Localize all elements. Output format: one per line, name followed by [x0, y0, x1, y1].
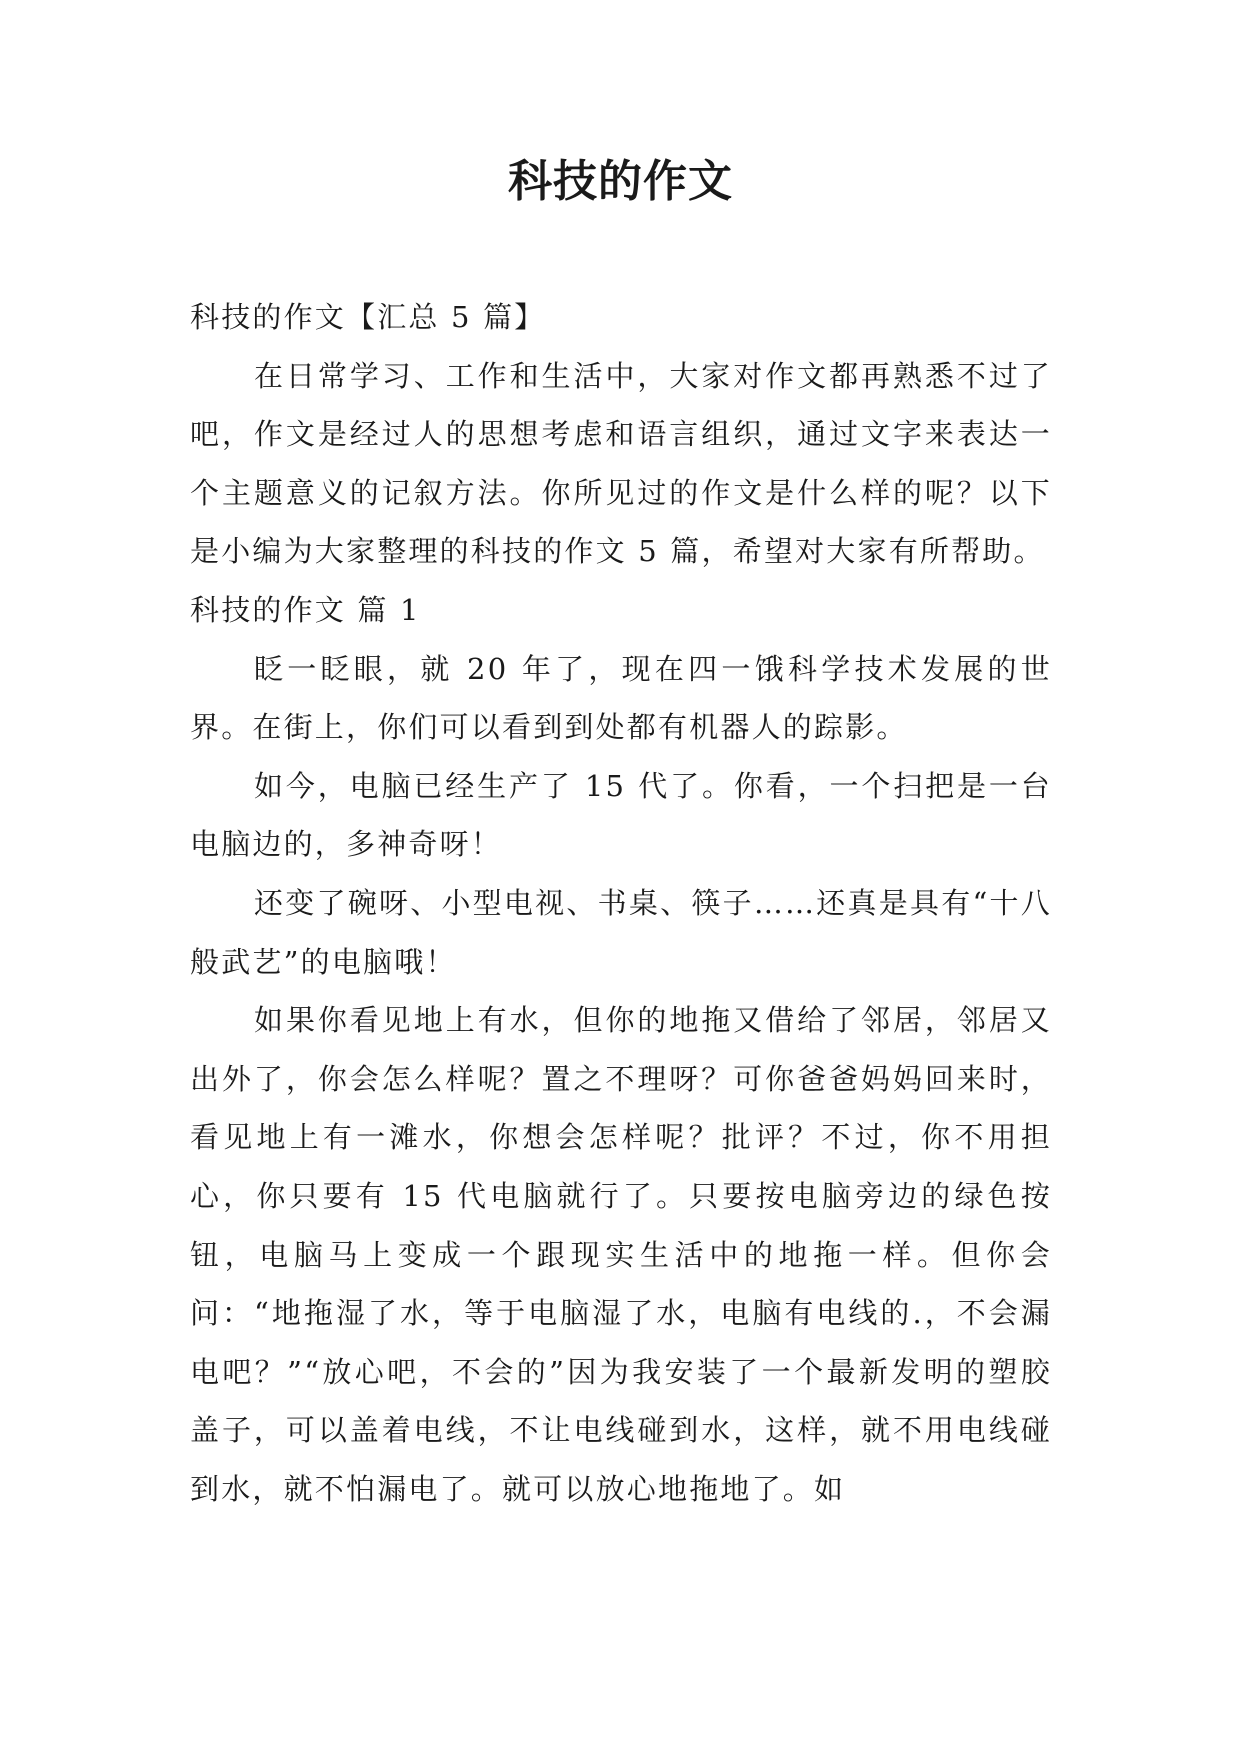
document-title: 科技的作文: [508, 156, 733, 207]
section-heading: 科技的作文 篇 1: [190, 592, 421, 627]
body-paragraph: 眨一眨眼，就 20 年了，现在四一饿科学技术发展的世界。在街上，你们可以看到到处都有机器人的踪影。: [190, 651, 1052, 745]
document-subtitle: 科技的作文【汇总 5 篇】: [190, 300, 546, 334]
body-paragraph: 如果你看见地上有水，但你的地拖又借给了邻居，邻居又出外了，你会怎么样呢？置之不理呀？可你爸爸妈妈回来时，看见地上有一滩水，你想会怎样呢？批评？不过，你不用担心，你只要有 15 代电脑就行了。只要按电脑旁边的绿色按钮，电脑马上变成一个跟现实生活中的地拖一样。但你会问：“地拖湿了水，等于电脑湿了水，电脑有电线的.，不会漏电吧？”“放心吧，不会的”因为我安装了一个最新发明的塑胶盖子，可以盖着电线，不让电线碰到水，这样，就不用电线碰到水，就不怕漏电了。就可以放心地拖地了。如: [190, 1003, 1052, 1506]
intro-paragraph: 在日常学习、工作和生活中，大家对作文都再熟悉不过了吧，作文是经过人的思想考虑和语言组织，通过文字来表达一个主题意义的记叙方法。你所见过的作文是什么样的呢？以下是小编为大家整理的科技的作文 5 篇，希望对大家有所帮助。: [190, 358, 1052, 569]
body-paragraph: 如今，电脑已经生产了 15 代了。你看，一个扫把是一台电脑边的，多神奇呀！: [190, 768, 1052, 862]
document-body: [190, 288, 1052, 1518]
body-paragraph: 还变了碗呀、小型电视、书桌、筷子……还真是具有“十八般武艺”的电脑哦！: [190, 885, 1052, 979]
